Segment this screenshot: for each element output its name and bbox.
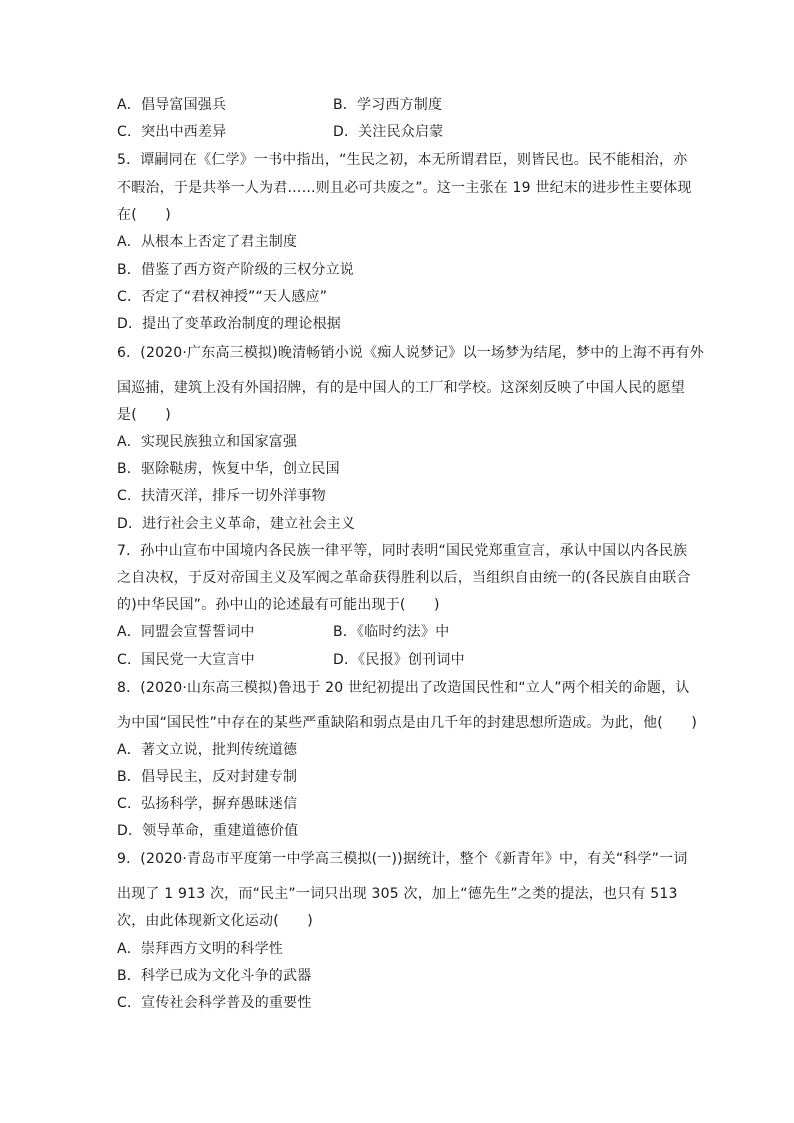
- q9-stem-line-2: 出现了 1 913 次，而“民主”一词只出现 305 次，加上“德先生”之类的提法，也只有 513: [117, 886, 678, 902]
- q9-stem-line-1: 9．(2020·青岛市平度第一中学高三模拟(一))据统计，整个《新青年》中，有关“科学”一词: [117, 851, 688, 867]
- q6-stem-line-1: 6．(2020·广东高三模拟)晚清畅销小说《痴人说梦记》以一场梦为结尾，梦中的上海不再有外: [117, 345, 704, 361]
- q7-option-d: D．《民报》创刊词中: [333, 652, 465, 668]
- q5-option-c: C．否定了“君权神授”“天人感应”: [117, 289, 328, 305]
- q7-option-a: A．同盟会宣誓誓词中: [117, 624, 255, 640]
- q5-option-a: A．从根本上否定了君主制度: [117, 234, 298, 250]
- q6-stem-line-2: 国巡捕，建筑上没有外国招牌，有的是中国人的工厂和学校。这深刻反映了中国人民的愿望: [117, 380, 685, 396]
- q8-option-a: A．著文立说，批判传统道德: [117, 742, 298, 758]
- q8-option-b: B．倡导民主，反对封建专制: [117, 769, 298, 785]
- q6-option-c: C．扶清灭洋，排斥一切外洋事物: [117, 488, 326, 504]
- q5-stem-line-3: 在( ): [117, 207, 171, 223]
- q9-option-a: A．崇拜西方文明的科学性: [117, 941, 283, 957]
- q7-stem-line-1: 7．孙中山宣布中国境内各民族一律平等，同时表明“国民党郑重宣言，承认中国以内各民族: [117, 543, 688, 559]
- q8-stem-line-2: 为中国“国民性”中存在的某些严重缺陷和弱点是由几千年的封建思想所造成。为此，他( ): [117, 715, 698, 731]
- q9-option-c: C．宣传社会科学普及的重要性: [117, 995, 312, 1011]
- q4-option-d: D．关注民众启蒙: [333, 124, 444, 140]
- q5-option-d: D．提出了变革政治制度的理论根据: [117, 316, 341, 332]
- q6-stem-line-3: 是( ): [117, 407, 171, 423]
- q6-option-a: A．实现民族独立和国家富强: [117, 434, 298, 450]
- q9-option-b: B．科学已成为文化斗争的武器: [117, 968, 312, 984]
- q6-option-b: B．驱除鞑虏，恢复中华，创立民国: [117, 461, 340, 477]
- q7-option-b: B．《临时约法》中: [333, 624, 450, 640]
- q5-option-b: B．借鉴了西方资产阶级的三权分立说: [117, 262, 355, 278]
- q5-stem-line-1: 5．谭嗣同在《仁学》一书中指出，“生民之初，本无所谓君臣，则皆民也。民不能相治，亦: [117, 152, 688, 168]
- q4-option-b: B．学习西方制度: [333, 97, 443, 113]
- q7-stem-line-3: 的)中华民国”。孙中山的论述最有可能出现于( ): [117, 597, 440, 613]
- q5-stem-line-2: 不暇治，于是共举一人为君……则且必可共废之”。这一主张在 19 世纪末的进步性主要体现: [117, 180, 692, 196]
- q8-option-d: D．领导革命，重建道德价值: [117, 823, 299, 839]
- q7-stem-line-2: 之自决权，于反对帝国主义及军阀之革命获得胜利以后，当组织自由统一的(各民族自由联合: [117, 570, 691, 586]
- q4-option-c: C．突出中西差异: [117, 124, 227, 140]
- q8-option-c: C．弘扬科学，摒弃愚昧迷信: [117, 796, 298, 812]
- q7-option-c: C．国民党一大宣言中: [117, 652, 255, 668]
- q8-stem-line-1: 8．(2020·山东高三模拟)鲁迅于 20 世纪初提出了改造国民性和“立人”两个相关的命题，认: [117, 680, 690, 696]
- q6-option-d: D．进行社会主义革命，建立社会主义: [117, 516, 356, 532]
- q4-option-a: A．倡导富国强兵: [117, 97, 227, 113]
- q9-stem-line-3: 次，由此体现新文化运动( ): [117, 913, 313, 929]
